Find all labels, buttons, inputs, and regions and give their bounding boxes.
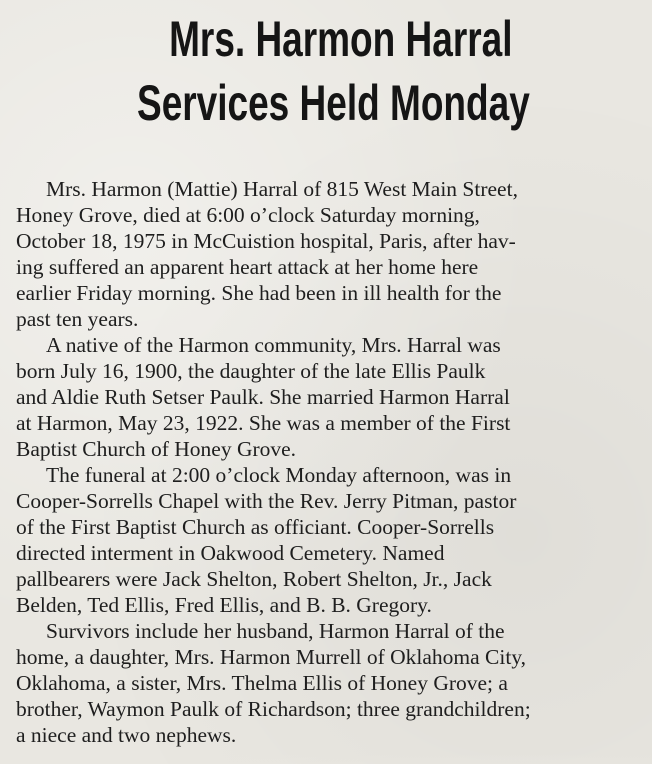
text-line: past ten years. (16, 307, 139, 331)
text-line: brother, Waymon Paulk of Richardson; three grandchildren; (16, 697, 531, 721)
text-line: a niece and two nephews. (16, 723, 237, 747)
headline (0, 8, 652, 134)
paragraph-biography (16, 332, 646, 462)
text-line: Honey Grove, died at 6:00 o’clock Saturday morning, (16, 203, 480, 227)
text-line: of the First Baptist Church as officiant. Cooper-Sorrells (16, 515, 495, 539)
text-line: Belden, Ted Ellis, Fred Ellis, and B. B. Gregory. (16, 593, 432, 617)
article-body (16, 176, 646, 748)
text-line: home, a daughter, Mrs. Harmon Murrell of Oklahoma City, (16, 645, 527, 669)
text-line: Mrs. Harmon (Mattie) Harral of 815 West Main Street, (46, 177, 518, 201)
text-line: The funeral at 2:00 o’clock Monday afternoon, was in (46, 463, 512, 487)
text-line: Baptist Church of Honey Grove. (16, 437, 297, 461)
text-line: and Aldie Ruth Setser Paulk. She married Harmon Harral (16, 385, 510, 409)
text-line: pallbearers were Jack Shelton, Robert Shelton, Jr., Jack (16, 567, 492, 591)
text-line: ing suffered an apparent heart attack at her home here (16, 255, 479, 279)
paragraph-survivors (16, 618, 646, 748)
text-line: Cooper-Sorrells Chapel with the Rev. Jerry Pitman, pastor (16, 489, 517, 513)
text-line: October 18, 1975 in McCuistion hospital, Paris, after hav- (16, 229, 516, 253)
paragraph-death-notice (16, 176, 646, 332)
paragraph-funeral (16, 462, 646, 618)
headline-line-2: Services Held Monday (137, 75, 530, 131)
text-line: directed interment in Oakwood Cemetery. Named (16, 541, 445, 565)
text-line: earlier Friday morning. She had been in ill health for the (16, 281, 502, 305)
headline-line-1: Mrs. Harmon Harral (169, 11, 513, 67)
text-line: Oklahoma, a sister, Mrs. Thelma Ellis of Honey Grove; a (16, 671, 508, 695)
text-line: A native of the Harmon community, Mrs. Harral was (46, 333, 501, 357)
text-line: born July 16, 1900, the daughter of the late Ellis Paulk (16, 359, 486, 383)
text-line: Survivors include her husband, Harmon Harral of the (46, 619, 505, 643)
paper-edge (0, 754, 652, 764)
text-line: at Harmon, May 23, 1922. She was a member of the First (16, 411, 511, 435)
